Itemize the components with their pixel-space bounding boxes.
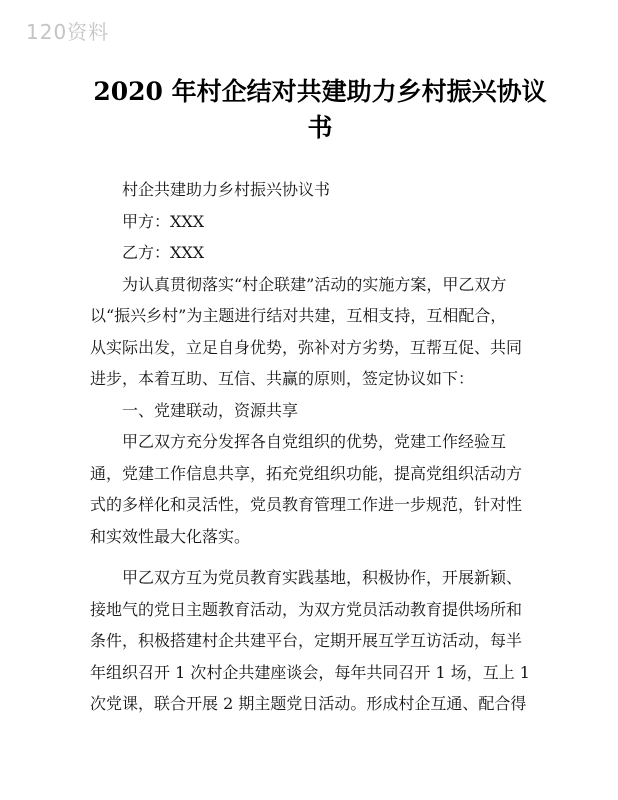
paragraph-line: 接地气的党日主题教育活动，为双方党员活动教育提供场所和 bbox=[90, 599, 523, 619]
intro-line: 为认真贯彻落实“村企联建”活动的实施方案，甲乙双方 bbox=[122, 274, 507, 294]
intro-line: 进步，本着互助、互信、共赢的原则，签定协议如下： bbox=[90, 369, 475, 388]
paragraph-line: 甲乙双方互为党员教育实践基地，积极协作，开展新颖、 bbox=[122, 568, 523, 587]
document-title bbox=[60, 74, 580, 146]
title-line-1: 2020 年村企结对共建助力乡村振兴协议 bbox=[93, 77, 547, 106]
title-line-2: 书 bbox=[307, 113, 333, 142]
paragraph-2 bbox=[90, 562, 560, 720]
party-b: 乙方：XXX bbox=[122, 243, 205, 262]
paragraph-line: 甲乙双方充分发挥各自党组织的优势，党建工作经验互 bbox=[122, 432, 507, 451]
paragraph-1 bbox=[90, 426, 560, 552]
document-body bbox=[90, 174, 560, 720]
subtitle: 村企共建助力乡村振兴协议书 bbox=[122, 180, 331, 199]
intro-line: 以“振兴乡村”为主题进行结对共建，互相支持，互相配合， bbox=[90, 306, 507, 325]
paragraph-line: 通，党建工作信息共享，拓充党组织功能，提高党组织活动方 bbox=[90, 463, 523, 483]
party-a: 甲方：XXX bbox=[122, 211, 205, 231]
watermark: 120资料 bbox=[26, 20, 110, 44]
paragraph-line: 年组织召开 1 次村企共建座谈会，每年共同召开 1 场，互上 1 bbox=[90, 662, 530, 682]
paragraph-gap bbox=[90, 552, 560, 562]
section-heading: 一、党建联动，资源共享 bbox=[122, 400, 299, 420]
intro-paragraph bbox=[90, 269, 560, 395]
paragraph-line: 式的多样化和灵活性，党员教育管理工作进一步规范，针对性 bbox=[90, 495, 523, 514]
intro-line: 从实际出发，立足自身优势，弥补对方劣势，互帮互促、共同 bbox=[90, 337, 523, 357]
paragraph-line: 次党课，联合开展 2 期主题党日活动。形成村企互通、配合得 bbox=[90, 694, 527, 713]
paragraph-line: 条件，积极搭建村企共建平台，定期开展互学互访活动，每半 bbox=[90, 631, 523, 650]
paragraph-line: 和实效性最大化落实。 bbox=[90, 526, 251, 546]
